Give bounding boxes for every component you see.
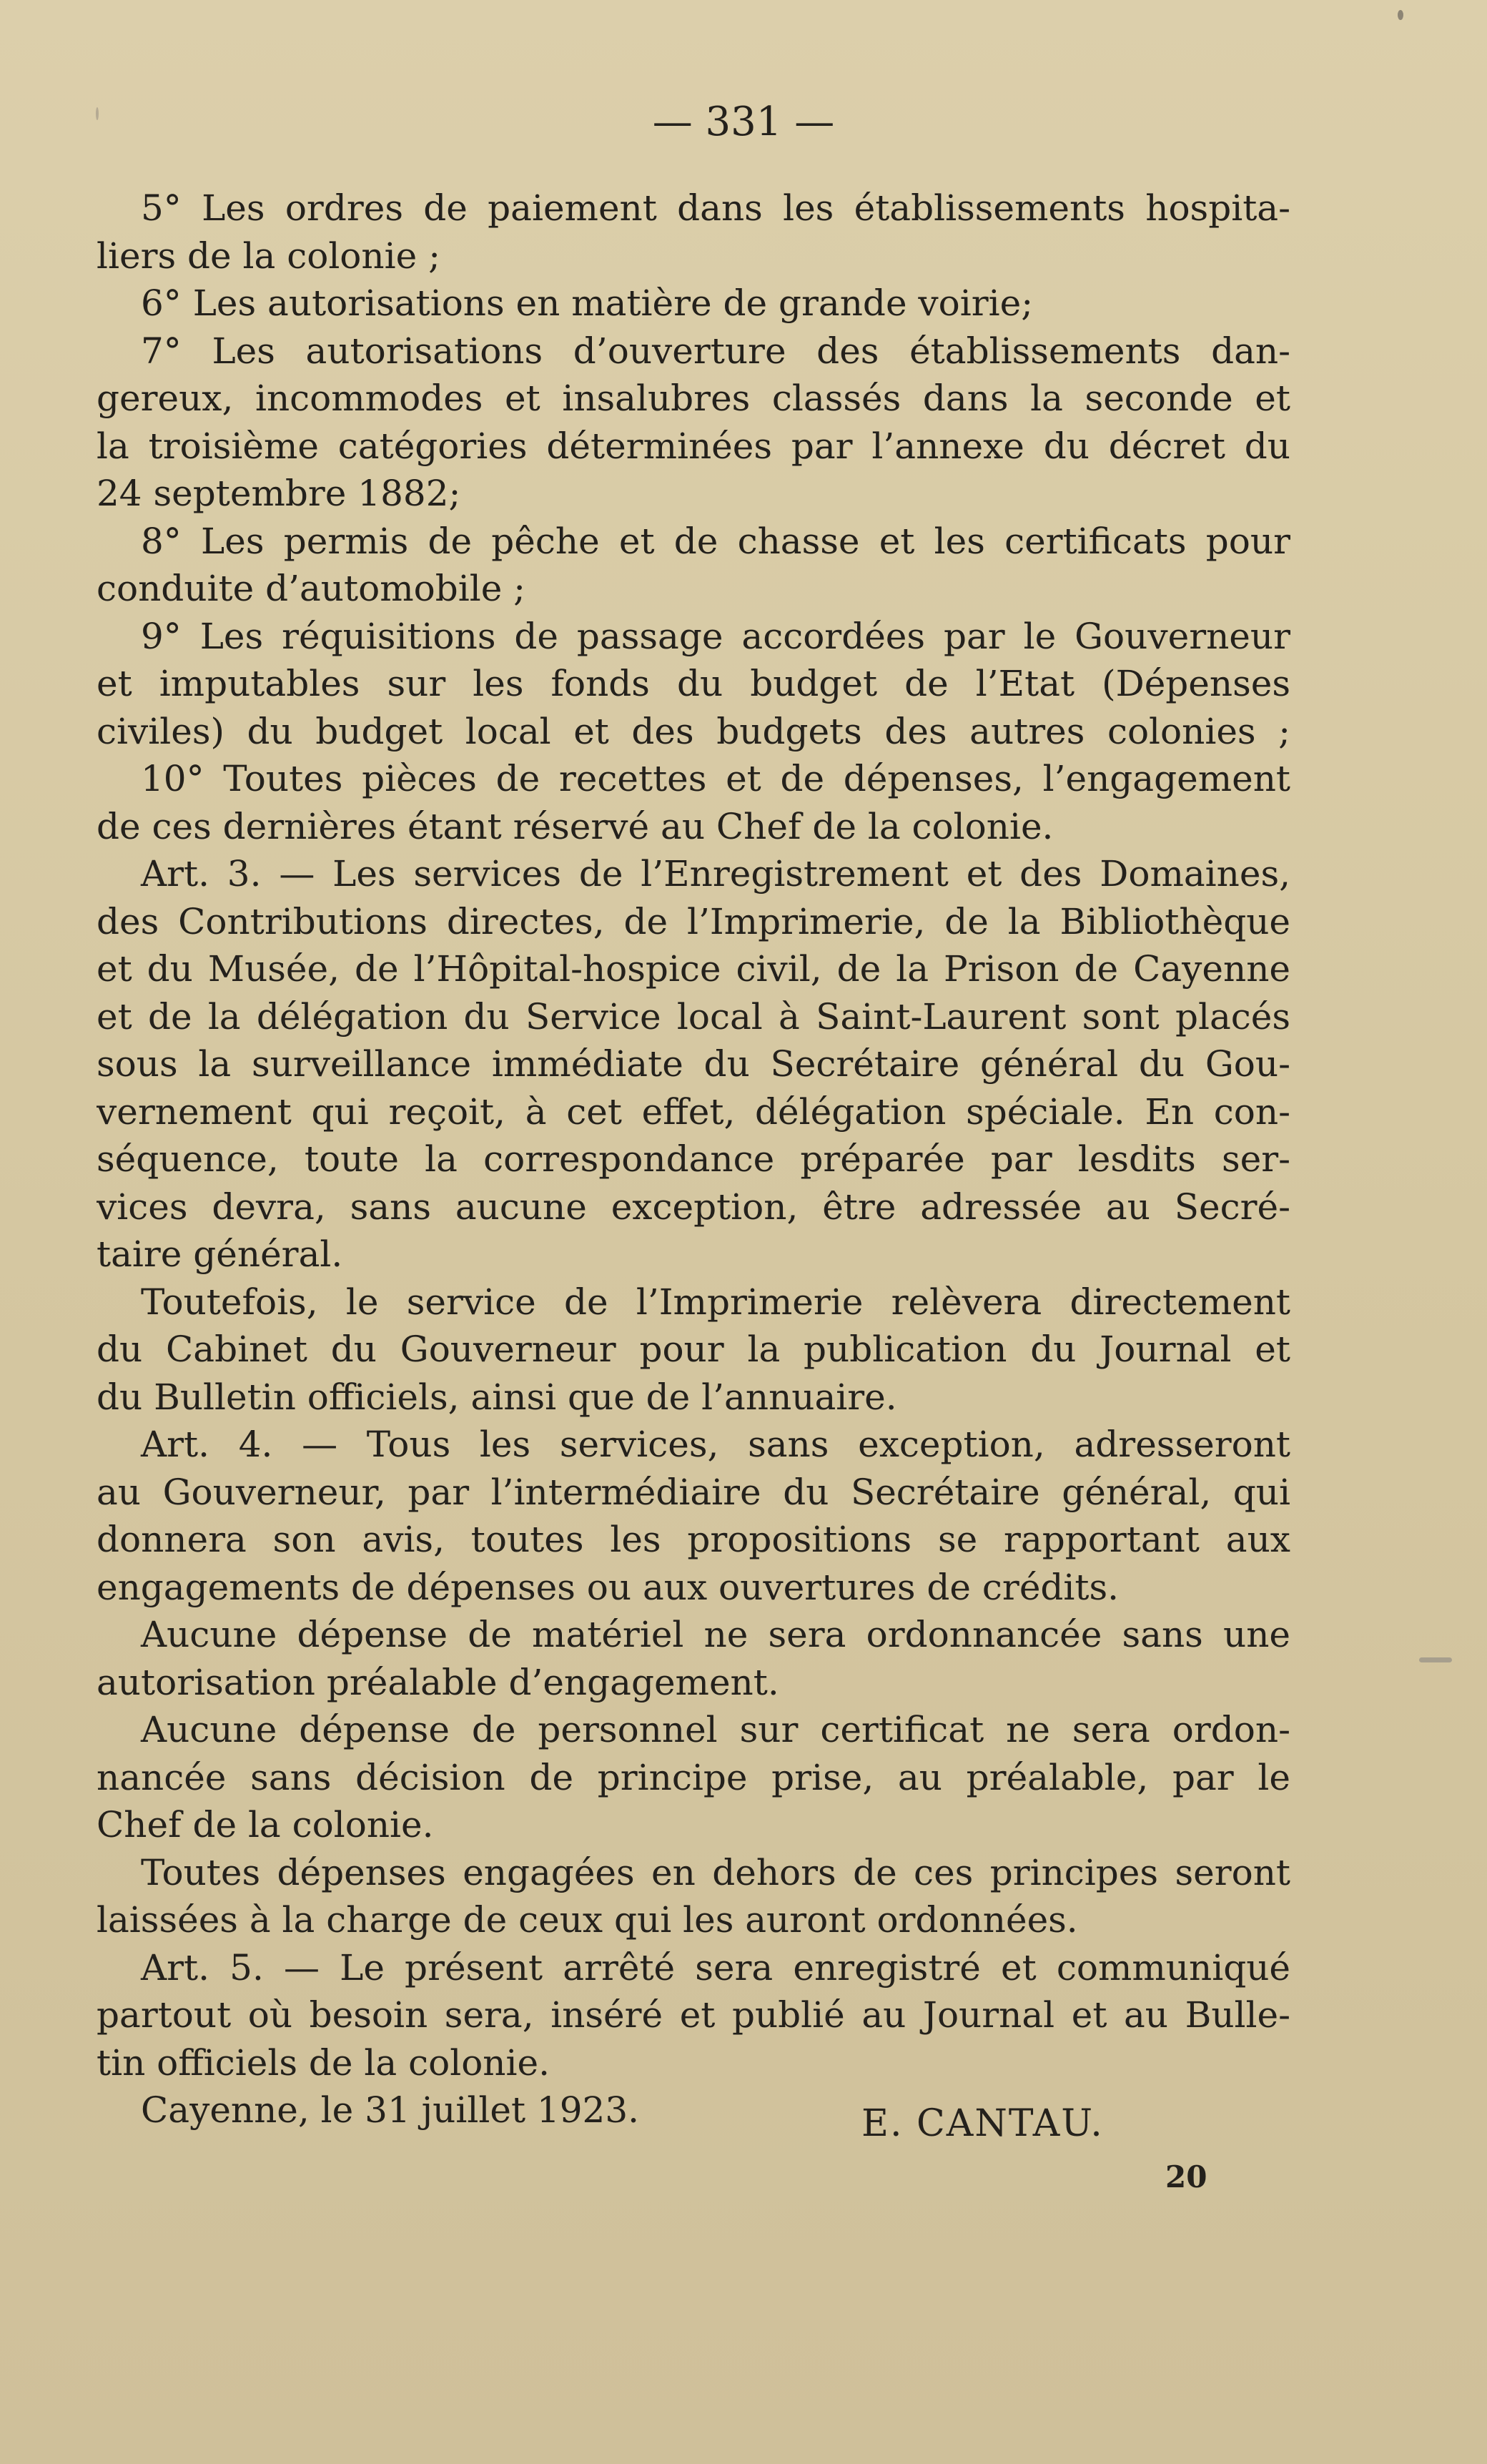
text-line: et du Musée, de l’Hôpital-hospice civil, de la Prison de Cayenne — [97, 948, 1290, 990]
sheet-number: 20 — [1165, 2159, 1207, 2194]
text-line: civiles) du budget local et des budgets des autres colonies ; — [97, 711, 1290, 752]
text-line: 10° Toutes pièces de recettes et de dépenses, l’engagement — [141, 758, 1290, 799]
paper-speck — [1419, 1657, 1452, 1662]
text-line: liers de la colonie ; — [97, 235, 440, 277]
text-line: 8° Les permis de pêche et de chasse et les certificats pour — [141, 521, 1290, 562]
text-line: du Cabinet du Gouverneur pour la publication du Journal et — [97, 1329, 1290, 1370]
text-line: Toutes dépenses engagées en dehors de ces principes seront — [141, 1852, 1290, 1893]
text-line: engagements de dépenses ou aux ouvertures de crédits. — [97, 1567, 1120, 1608]
text-line: et de la délégation du Service local à Saint-Laurent sont placés — [97, 996, 1290, 1038]
text-line: vernement qui reçoit, à cet effet, délégation spéciale. En con- — [97, 1091, 1290, 1133]
text-line: Aucune dépense de matériel ne sera ordonnancée sans une — [141, 1614, 1290, 1655]
text-line: Aucune dépense de personnel sur certificat ne sera ordon- — [141, 1709, 1290, 1750]
text-line: vices devra, sans aucune exception, être adressée au Secré- — [97, 1186, 1290, 1228]
text-line: et imputables sur les fonds du budget de l’Etat (Dépenses — [97, 663, 1290, 704]
paper-speck — [1398, 10, 1403, 20]
signature: E. CANTAU. — [861, 2102, 1104, 2145]
text-line: des Contributions directes, de l’Imprimerie, de la Bibliothèque — [97, 901, 1290, 942]
text-line: du Bulletin officiels, ainsi que de l’annuaire. — [97, 1376, 897, 1418]
text-line: 5° Les ordres de paiement dans les établissements hospita- — [141, 187, 1290, 229]
text-line: Cayenne, le 31 juillet 1923. — [141, 2089, 640, 2131]
text-line: Art. 5. — Le présent arrêté sera enregistré et communiqué — [141, 1947, 1290, 1989]
text-line: de ces dernières étant réservé au Chef de la colonie. — [97, 806, 1054, 847]
text-line: Art. 3. — Les services de l’Enregistrement et des Domaines, — [141, 853, 1290, 895]
text-line: tin officiels de la colonie. — [97, 2042, 550, 2084]
text-line: au Gouverneur, par l’intermédiaire du Secrétaire général, qui — [97, 1472, 1290, 1513]
text-line: Art. 4. — Tous les services, sans exception, adresseront — [141, 1424, 1290, 1465]
text-line: autorisation préalable d’engagement. — [97, 1662, 779, 1703]
text-line: partout où besoin sera, inséré et publié au Journal et au Bulle- — [97, 1994, 1290, 2036]
text-line: Toutefois, le service de l’Imprimerie relèvera directement — [141, 1281, 1290, 1323]
page-number: — 331 — — [652, 99, 835, 145]
text-line: 6° Les autorisations en matière de grande voirie; — [141, 282, 1034, 324]
text-line: donnera son avis, toutes les propositions se rapportant aux — [97, 1519, 1290, 1560]
text-line: 7° Les autorisations d’ouverture des établissements dan- — [141, 330, 1290, 372]
text-line: la troisième catégories déterminées par l’annexe du décret du — [97, 425, 1290, 467]
text-line: nancée sans décision de principe prise, au préalable, par le — [97, 1757, 1290, 1798]
text-line: laissées à la charge de ceux qui les auront ordonnées. — [97, 1899, 1078, 1941]
text-line: sous la surveillance immédiate du Secrétaire général du Gou- — [97, 1043, 1290, 1085]
text-line: 24 septembre 1882; — [97, 473, 461, 514]
text-line: conduite d’automobile ; — [97, 568, 526, 609]
paper-speck — [96, 107, 99, 120]
text-line: 9° Les réquisitions de passage accordées par le Gouverneur — [141, 616, 1290, 657]
text-line: taire général. — [97, 1233, 343, 1275]
text-line: gereux, incommodes et insalubres classés dans la seconde et — [97, 378, 1290, 419]
text-line: séquence, toute la correspondance préparée par lesdits ser- — [97, 1138, 1290, 1180]
text-line: Chef de la colonie. — [97, 1804, 434, 1845]
